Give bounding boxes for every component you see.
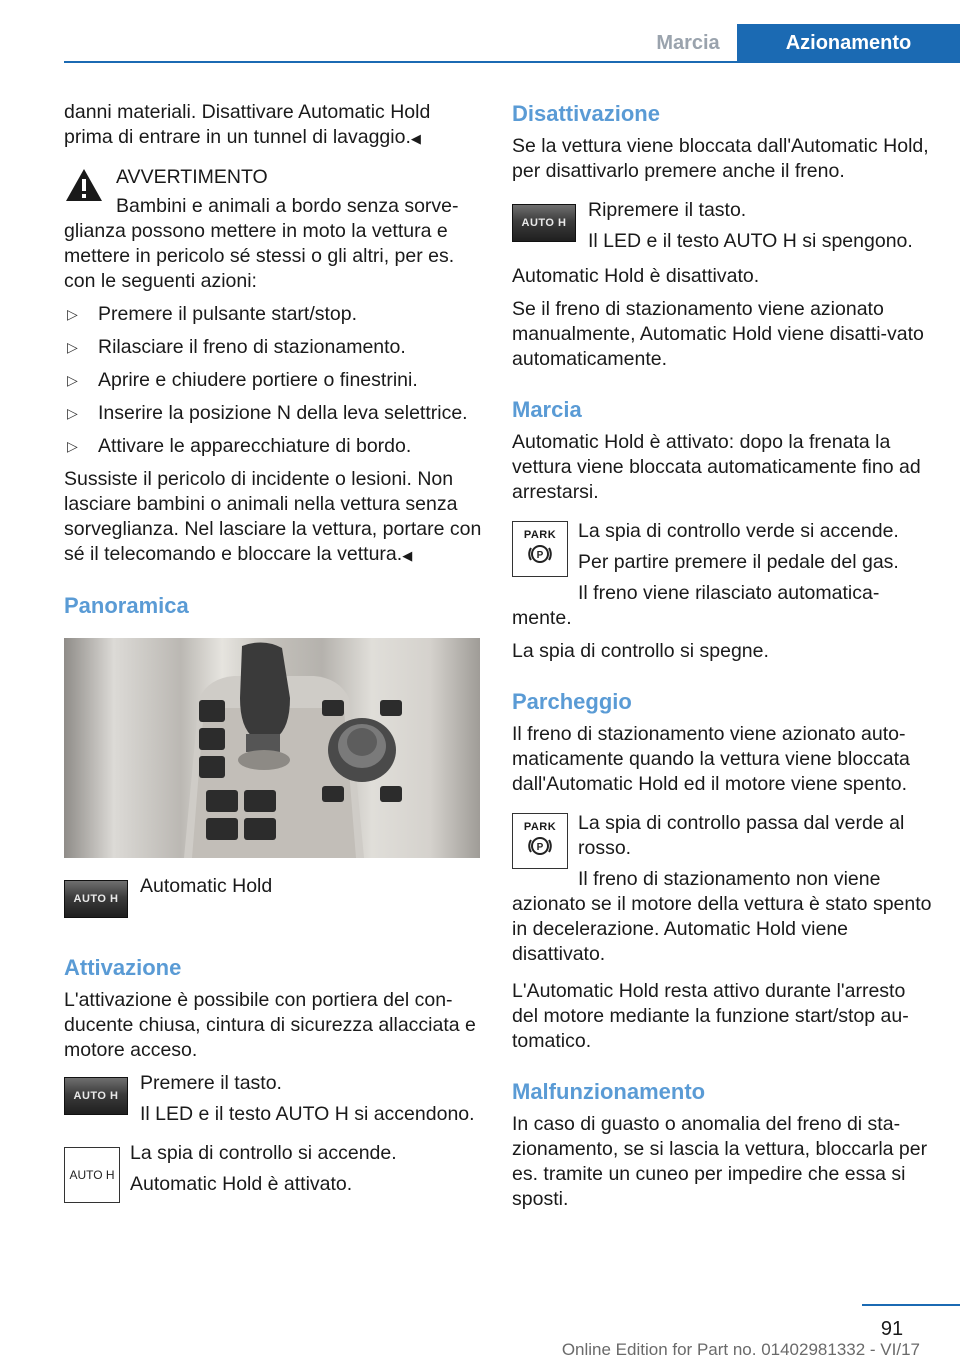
right-column — [512, 100, 932, 1220]
heading-parcheggio: Parcheggio — [512, 689, 632, 714]
deactivation-text: Se la vettura viene bloccata dall'Automatic Hold, per disattivarlo premere anche il freno. — [512, 135, 929, 182]
bullet-triangle-icon: ▷ — [67, 306, 78, 322]
led-on-text: Il LED e il testo AUTO H si accendono. — [140, 1103, 475, 1125]
page-number: 91 — [880, 1318, 904, 1340]
deactivated-text: Automatic Hold è disattivato. — [512, 265, 760, 287]
left-column — [64, 100, 482, 1207]
bullet-triangle-icon: ▷ — [67, 339, 78, 355]
bullet-triangle-icon: ▷ — [67, 405, 78, 421]
bullet-triangle-icon: ▷ — [67, 372, 78, 388]
drive-steps-row — [512, 519, 932, 631]
end-mark-icon: ◀ — [410, 131, 421, 146]
press-button-text: Premere il tasto. — [140, 1072, 282, 1094]
brake-not-applied-text: Il freno di stazionamento non viene azionato se il motore della vettura è stato spento in decelerazione. Automatic Hold viene disattivato. — [512, 868, 932, 965]
warning-text: Bambini e animali a bordo senza sorve-glianza possono mettere in moto la vettura e mettere in pericolo sé stessi o gli altri, per es. con le seguenti azioni: — [64, 195, 459, 292]
list-item: ▷ Premere il pulsante start/stop. — [67, 303, 358, 325]
brake-release-text: Il freno viene rilasciato automatica-mente. — [512, 582, 880, 629]
lamp-off-text: La spia di controllo si spegne. — [512, 640, 769, 662]
end-mark-icon: ◀ — [402, 548, 413, 563]
gas-pedal-text: Per partire premere il pedale del gas. — [578, 551, 899, 573]
auto-h-button-icon: AUTO H — [64, 1077, 128, 1115]
auto-h-button-icon: AUTO H — [64, 880, 128, 918]
parking-brake-symbol-icon — [528, 834, 552, 858]
stays-active-text: L'Automatic Hold resta attivo durante l'arresto del motore mediante la funzione start/stop au-tomatico. — [512, 980, 909, 1052]
list-item: ▷ Aprire e chiudere portiere o finestrini. — [67, 369, 418, 391]
green-lamp-text: La spia di controllo verde si accende. — [578, 520, 899, 542]
heading-panoramica: Panoramica — [64, 593, 189, 618]
lamp-on-text: La spia di controllo si accende. — [130, 1142, 397, 1164]
fault-text: In caso di guasto o anomalia del freno di sta-zionamento, se si lascia la vettura, bloccarla per es. tramite un cuneo per impedire che essa si sposti. — [512, 1113, 928, 1210]
parking-text: Il freno di stazionamento viene azionato auto-maticamente quando la vettura viene bloccata dall'Automatic Hold ed il motore viene spento. — [512, 723, 910, 795]
svg-text:P: P — [536, 842, 544, 853]
autohold-caption-row — [64, 874, 482, 930]
drive-text: Automatic Hold è attivato: dopo la frenata la vettura viene bloccata automaticamente fino ad arrestarsi. — [512, 431, 921, 503]
autohold-caption: Automatic Hold — [140, 875, 273, 897]
warning-title: AVVERTIMENTO — [116, 166, 268, 188]
intro-text: danni materiali. Disattivare Automatic Hold prima di entrare in un tunnel di lavaggio.◀ — [64, 101, 431, 148]
edition-footer: Online Edition for Part no. 01402981332 - VI/17 — [561, 1340, 920, 1359]
header-section-azionamento: Azionamento — [737, 24, 960, 62]
led-off-text: Il LED e il testo AUTO H si spengono. — [588, 230, 913, 252]
warning-triangle-icon — [64, 167, 104, 203]
activation-text: L'attivazione è possibile con portiera del con-ducente chiusa, cintura di sicurezza allacciata e motore acceso. — [64, 989, 476, 1061]
svg-text:P: P — [536, 550, 544, 561]
bullet-triangle-icon: ▷ — [67, 438, 78, 454]
activation-step-row — [64, 1071, 482, 1127]
indicator-on-row — [64, 1141, 482, 1197]
park-indicator-icon: PARK P — [512, 521, 568, 577]
list-item: ▷ Attivare le apparecchiature di bordo. — [67, 435, 412, 457]
header-section-marcia: Marcia — [656, 32, 720, 54]
manual-brake-text: Se il freno di stazionamento viene azionato manualmente, Automatic Hold viene disatti-vato automaticamente. — [512, 298, 924, 370]
center-console-photo — [64, 638, 480, 858]
header-rule — [64, 61, 960, 63]
warning-bullet-list — [64, 302, 482, 459]
center-console-illustration — [64, 638, 480, 858]
auto-h-button-icon: AUTO H — [512, 204, 576, 242]
auto-h-indicator-icon: AUTO H — [64, 1147, 120, 1203]
list-item: ▷ Rilasciare il freno di stazionamento. — [67, 336, 406, 358]
footer-rule — [862, 1304, 960, 1306]
list-item: ▷ Inserire la posizione N della leva selettrice. — [67, 402, 468, 424]
heading-malfunzionamento: Malfunzionamento — [512, 1079, 706, 1104]
deactivation-step-row — [512, 198, 932, 254]
warning-box — [64, 165, 482, 568]
lamp-red-text: La spia di controllo passa dal verde al rosso. — [578, 812, 905, 859]
heading-marcia: Marcia — [512, 397, 582, 422]
parking-steps-row — [512, 811, 932, 967]
press-again-text: Ripremere il tasto. — [588, 199, 747, 221]
activated-text: Automatic Hold è attivato. — [130, 1173, 353, 1195]
parking-brake-symbol-icon — [528, 542, 552, 566]
heading-attivazione: Attivazione — [64, 955, 182, 980]
warning-conclusion: Sussiste il pericolo di incidente o lesioni. Non lasciare bambini o animali nella vettura senza sorveglianza. Nel lasciare la vettura, portare con sé il telecomando e bloccare la vettura.◀ — [64, 468, 482, 565]
park-indicator-icon: PARK P — [512, 813, 568, 869]
heading-disattivazione: Disattivazione — [512, 101, 660, 126]
